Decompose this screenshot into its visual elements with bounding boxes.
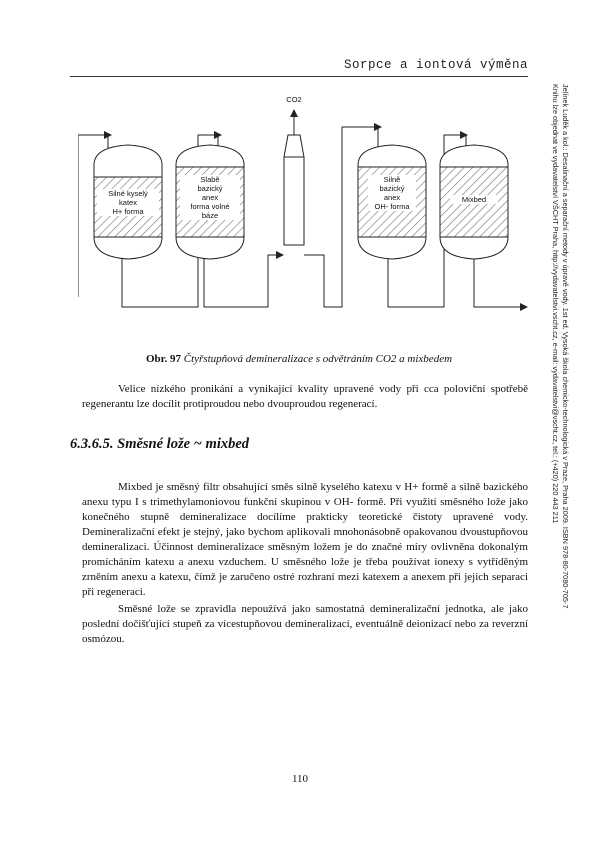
side-note-text [550,84,570,724]
arrow-5 [460,131,468,139]
figure-caption-text: Čtyřstupňová demineralizace s odvětráním CO2 a mixbedem [183,353,453,365]
arrow-3 [276,251,284,259]
side-note-line-1: Jelínek Luděk a kol.: Desalinační a separační metody v úpravě vody. 1st ed. Vysoká škola chemicko-technologická v Praze, Praha 2009. ISBN 978-80-7080-705-7 [561,84,570,609]
arrow-out [520,303,528,311]
side-note-line-2: Knihu lze objednat ve vydavatelství VŠCHT Praha, http://vydavatelstvi.vscht.cz, e-mail: vydavatelstvi@vscht.cz, tel.: (+420) 220 443 211 [551,84,560,524]
paragraph-mixbed-definition: Mixbed je směsný filtr obsahující směs silně kyselého katexu v H+ formě a silně bazického anexu typu I s trimethylamoniovou funkční skupinou v OH- formě. Při využití směsného lože jako konečného stupně demineralizace docílíme prakticky teoretické čistoty upravené vody. Demineralizační efekt je stejný, jako bychom aplikovali mnohonásobně opakovanou dvoustupňovou demineralizaci. Účinnost demineralizace směsným ložem je do značné míry ovlivněna dokonalým promícháním katexu a anexu vzduchem. U směsného lože je třeba používat ionexy s vytříděným zrněním anexu a katexu, čímž je zaručeno ostré rozhraní mezi katexem a anexem při jejich separaci při regeneraci. [82,481,528,598]
section-heading [70,436,249,453]
section-number: 6.3.6.5. [70,436,114,452]
vessel-1-label: Silné kyselý katex H+ forma [97,189,159,216]
page-number: 110 [291,773,309,785]
arrow-co2 [290,109,298,117]
paragraph-regeneration: Velice nízkého pronikání a vynikající kvality upravené vody při cca poloviční spotřebě regenerantu lze docílit protiproudou nebo dvouproudou regenerací. [82,383,528,410]
degasser-tower [284,135,304,245]
co2-label: CO2 [286,95,302,104]
figure-number: Obr. 97 [145,353,182,365]
demineralization-diagram [78,95,528,320]
vessel-4-label: Mixbed [450,195,498,204]
figure-caption [70,353,528,365]
vessel-2-label: Slabě bazický anex forma volné báze [180,175,240,220]
vessel-3-label: Silně bazický anex OH- forma [368,175,416,211]
side-note [548,84,570,724]
paragraph-mixbed-usage: Směsné lože se zpravidla nepoužívá jako samostatná demineralizační jednotka, ale jako poslední dočišťující stupeň za vícestupňovou demineralizací, eventuálně deionizací nebo za reverzní osmózou. [82,603,528,645]
running-header: Sorpce a iontová výměna [343,58,528,72]
header-rule [70,76,528,77]
section-title: Směsné lože ~ mixbed [117,436,250,452]
